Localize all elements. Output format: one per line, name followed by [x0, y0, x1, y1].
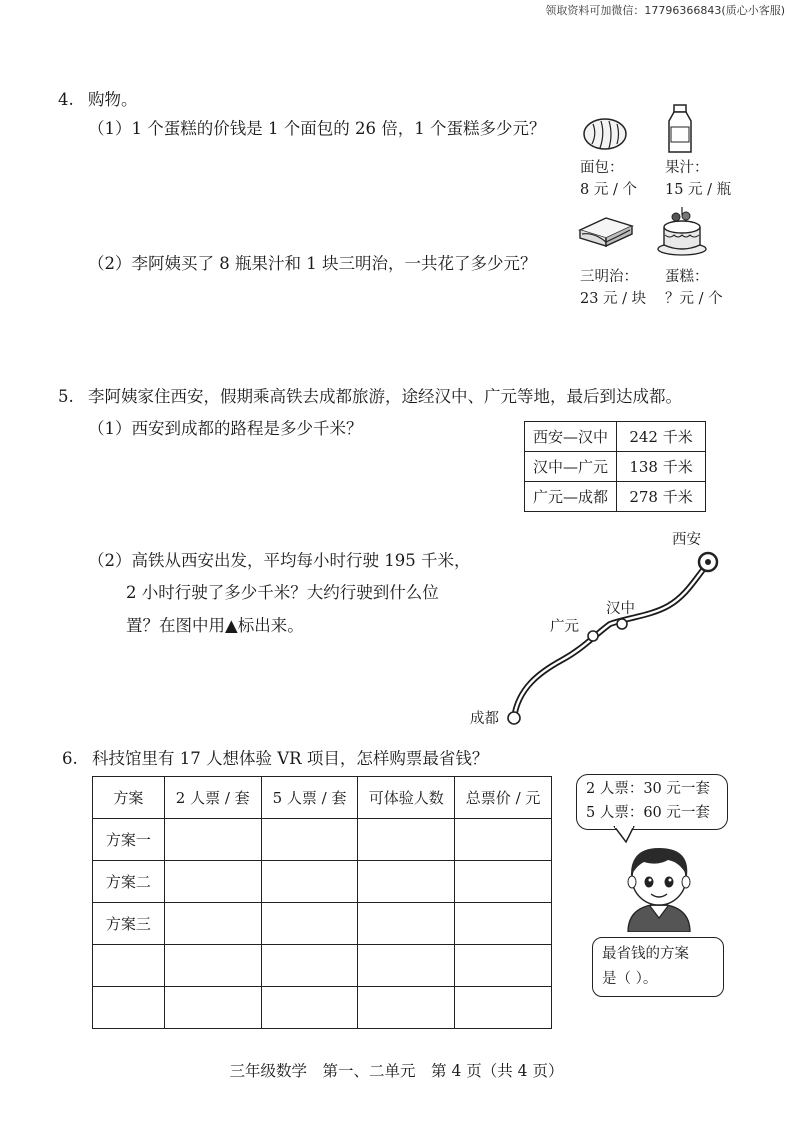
- page-footer: 三年级数学 第一、二单元 第 4 页（共 4 页）: [229, 1062, 564, 1080]
- item-juice-price: 15 元 / 瓶: [665, 182, 732, 198]
- item-cake-price: ？元 / 个: [665, 291, 723, 307]
- plan-row: [93, 861, 552, 903]
- map-label-chengdu: 成都: [470, 711, 499, 727]
- plan-row: [93, 819, 552, 861]
- q4-sub1: （1）1 个蛋糕的价钱是 1 个面包的 26 倍，1 个蛋糕多少元？: [88, 119, 546, 138]
- guangyuan-station: [588, 631, 598, 641]
- plan-cell[interactable]: [358, 861, 455, 903]
- plan-header-cell: 总票价 / 元: [455, 777, 552, 819]
- plan-cell[interactable]: [164, 819, 261, 861]
- q6-title: 科技馆里有 17 人想体验 VR 项目，怎样购票最省钱？: [92, 749, 489, 768]
- plan-header-cell: 5 人票 / 套: [261, 777, 358, 819]
- header-note: 领取资料可加微信：17796366843(质心小客服): [545, 4, 785, 17]
- plan-cell[interactable]: [358, 945, 455, 987]
- plan-cell[interactable]: [261, 861, 358, 903]
- railway-line: [514, 566, 706, 718]
- plan-cell[interactable]: [261, 903, 358, 945]
- plan-cell[interactable]: [261, 945, 358, 987]
- plan-header-cell: 可体验人数: [358, 777, 455, 819]
- plan-row-label: [93, 945, 165, 987]
- plan-row-label: [93, 987, 165, 1029]
- distance-value: 242 千米: [617, 422, 706, 452]
- railway-map: [500, 540, 730, 730]
- plan-cell[interactable]: [455, 819, 552, 861]
- bubble-line-2: 5 人票：60 元一套: [586, 805, 710, 821]
- q6-number: 6.: [62, 749, 78, 768]
- q5-sub2-line2: 2 小时行驶了多少千米？大约行驶到什么位: [126, 583, 439, 602]
- plan-header-cell: 2 人票 / 套: [164, 777, 261, 819]
- sandwich-icon: [576, 212, 636, 252]
- distance-route: 汉中—广元: [525, 452, 617, 482]
- item-bread-price: 8 元 / 个: [580, 182, 637, 198]
- q5-sub2-line1: （2）高铁从西安出发，平均每小时行驶 195 千米，: [88, 551, 471, 570]
- juice-bottle-icon: [664, 103, 696, 155]
- chengdu-station: [508, 712, 520, 724]
- map-label-xian: 西安: [672, 532, 701, 548]
- plan-cell[interactable]: [358, 987, 455, 1029]
- plan-row: [93, 903, 552, 945]
- bread-icon: [580, 110, 630, 154]
- hanzhong-station: [617, 619, 627, 629]
- plan-cell[interactable]: [261, 987, 358, 1029]
- distance-row: [525, 482, 706, 512]
- plan-header-row: [93, 777, 552, 819]
- plan-cell[interactable]: [455, 903, 552, 945]
- answer-line-1: 最省钱的方案: [602, 946, 689, 962]
- item-cake-name: 蛋糕：: [665, 269, 709, 285]
- item-sandwich-price: 23 元 / 块: [580, 291, 647, 307]
- distance-value: 278 千米: [617, 482, 706, 512]
- q5-number: 5.: [58, 387, 74, 406]
- plan-cell[interactable]: [358, 903, 455, 945]
- q5-sub2-line3: 置？在图中用▲标出来。: [126, 616, 304, 635]
- plan-cell[interactable]: [358, 819, 455, 861]
- distance-route: 西安—汉中: [525, 422, 617, 452]
- distance-route: 广元—成都: [525, 482, 617, 512]
- plan-row-label: 方案二: [93, 861, 165, 903]
- map-label-guangyuan: 广元: [550, 619, 579, 635]
- q4-title: 购物。: [88, 90, 138, 109]
- bubble-line-1: 2 人票：30 元一套: [586, 781, 710, 797]
- distance-value: 138 千米: [617, 452, 706, 482]
- distance-row: [525, 452, 706, 482]
- plan-row: [93, 945, 552, 987]
- plan-cell[interactable]: [164, 903, 261, 945]
- plan-table: [92, 776, 552, 1029]
- plan-row-label: 方案一: [93, 819, 165, 861]
- plan-cell[interactable]: [455, 945, 552, 987]
- plan-cell[interactable]: [164, 987, 261, 1029]
- plan-cell[interactable]: [164, 945, 261, 987]
- item-bread-name: 面包：: [580, 160, 624, 176]
- map-label-hanzhong: 汉中: [606, 601, 635, 617]
- plan-row-label: 方案三: [93, 903, 165, 945]
- q4-sub2: （2）李阿姨买了 8 瓶果汁和 1 块三明治，一共花了多少元？: [88, 254, 537, 273]
- plan-cell[interactable]: [455, 861, 552, 903]
- plan-cell[interactable]: [455, 987, 552, 1029]
- distance-table: [524, 421, 706, 512]
- cake-icon: [656, 205, 708, 259]
- plan-cell[interactable]: [164, 861, 261, 903]
- plan-cell[interactable]: [261, 819, 358, 861]
- q5-title: 李阿姨家住西安，假期乘高铁去成都旅游，途经汉中、广元等地，最后到达成都。: [88, 387, 682, 406]
- answer-line-2: 是（ ）。: [602, 971, 658, 987]
- item-juice-name: 果汁：: [665, 160, 709, 176]
- plan-header-cell: 方案: [93, 777, 165, 819]
- q4-number: 4.: [58, 90, 74, 109]
- boy-avatar: [614, 836, 704, 932]
- q5-sub1: （1）西安到成都的路程是多少千米？: [88, 419, 363, 438]
- plan-row: [93, 987, 552, 1029]
- distance-row: [525, 422, 706, 452]
- item-sandwich-name: 三明治：: [580, 269, 638, 285]
